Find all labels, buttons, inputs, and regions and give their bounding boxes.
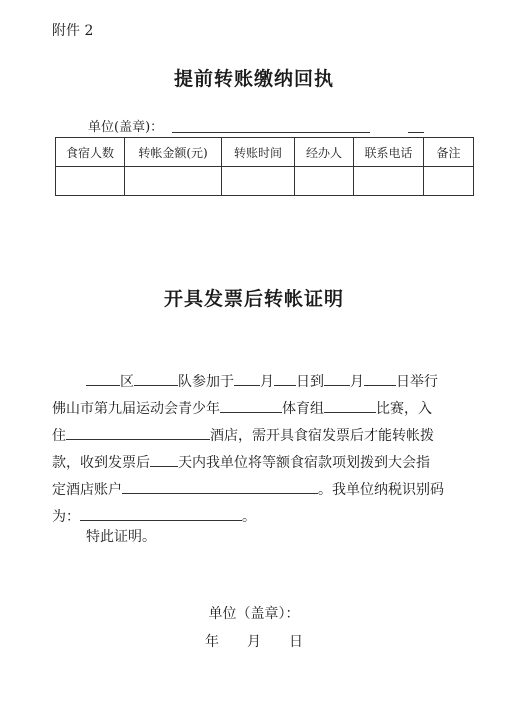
- text: 。我单位纳税识别码: [318, 482, 444, 498]
- certificate-line-2: [52, 397, 478, 418]
- text: 佛山市第九届运动会青少年: [52, 401, 220, 417]
- text: 天内我单位将等额食宿款项划拨到大会指: [178, 455, 430, 471]
- certificate-line-6: [52, 505, 478, 526]
- blank-end-day[interactable]: [364, 370, 396, 386]
- receipt-blank-row: [56, 167, 474, 196]
- certificate-line-3: [52, 424, 478, 445]
- blank-cell[interactable]: [354, 167, 424, 196]
- text: 日到: [296, 374, 324, 390]
- sign-unit-label: 单位（盖章）：: [208, 606, 300, 622]
- blank-cell[interactable]: [125, 167, 222, 196]
- sign-date-label: 年 月 日: [205, 634, 303, 650]
- col-header-remarks: 备注: [424, 138, 474, 167]
- col-header-time: 转账时间: [222, 138, 295, 167]
- col-header-amount: 转帐金额(元): [125, 138, 222, 167]
- blank-cell[interactable]: [295, 167, 354, 196]
- certificate-title: 开具发票后转帐证明: [163, 288, 344, 310]
- text: 体育组: [282, 401, 324, 417]
- blank-team[interactable]: [134, 370, 178, 386]
- blank-start-day[interactable]: [274, 370, 296, 386]
- receipt-unit-label: 单位(盖章)：: [88, 120, 164, 135]
- blank-district[interactable]: [86, 370, 120, 386]
- col-header-handler: 经办人: [295, 138, 354, 167]
- certificate-line-5: [52, 478, 478, 499]
- blank-tax-id[interactable]: [80, 505, 242, 521]
- receipt-table: [55, 137, 474, 196]
- blank-sport[interactable]: [220, 397, 282, 413]
- text: 住: [52, 428, 66, 444]
- certificate-line-1: [52, 370, 478, 391]
- text: 款，收到发票后: [52, 455, 150, 471]
- blank-hotel[interactable]: [66, 424, 210, 440]
- blank-cell[interactable]: [424, 167, 474, 196]
- col-header-people: 食宿人数: [56, 138, 125, 167]
- blank-cell[interactable]: [56, 167, 125, 196]
- receipt-header-row: [56, 138, 474, 167]
- text: 酒店，需开具食宿发票后才能转帐拨: [210, 428, 434, 444]
- certificate-closing: 特此证明。: [86, 529, 156, 545]
- text: 队参加于: [178, 374, 234, 390]
- text: 日举行: [396, 374, 438, 390]
- blank-start-month[interactable]: [234, 370, 260, 386]
- blank-event[interactable]: [324, 397, 376, 413]
- col-header-phone: 联系电话: [354, 138, 424, 167]
- certificate-line-4: [52, 451, 478, 472]
- blank-account[interactable]: [122, 478, 318, 494]
- unit-underline: [172, 132, 370, 133]
- text: 月: [350, 374, 364, 390]
- text: 。: [242, 509, 256, 525]
- text: 区: [120, 374, 134, 390]
- blank-cell[interactable]: [222, 167, 295, 196]
- text: 月: [260, 374, 274, 390]
- text: 比赛，入: [376, 401, 432, 417]
- text: 为：: [52, 509, 80, 525]
- text: 定酒店账户: [52, 482, 122, 498]
- unit-underline-right: [408, 132, 424, 133]
- blank-days[interactable]: [150, 451, 178, 467]
- attachment-label: 附件 2: [52, 23, 94, 39]
- blank-end-month[interactable]: [324, 370, 350, 386]
- receipt-title: 提前转账缴纳回执: [173, 68, 334, 90]
